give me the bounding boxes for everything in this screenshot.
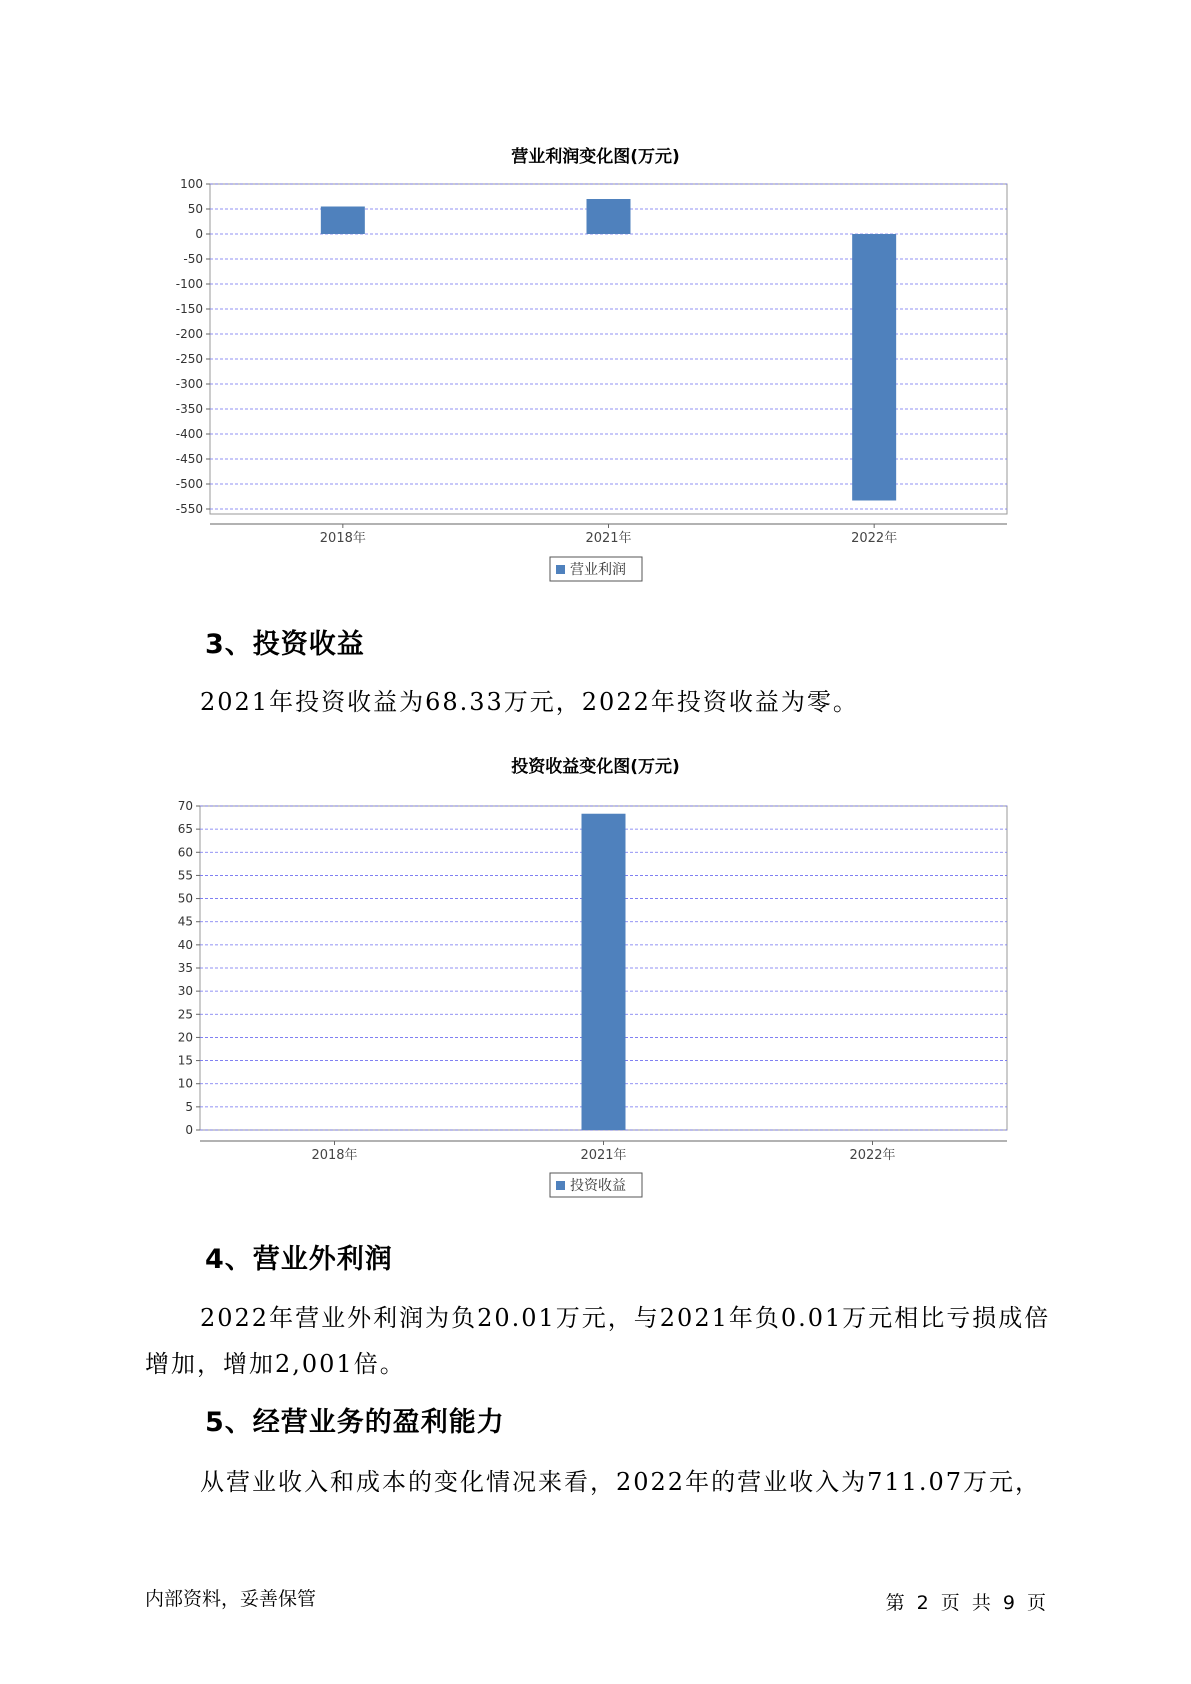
y-tick-label: 15 [177,1053,193,1068]
x-tick-label: 2021年 [585,531,632,546]
y-tick-label: 55 [177,868,193,883]
y-tick-label: 0 [185,1123,193,1137]
y-tick-label: -550 [175,502,203,516]
section3-text: 2021年投资收益为68.33万元，2022年投资收益为零。 [200,688,859,716]
legend-label: 营业利润 [570,562,626,578]
y-tick-label: -250 [175,352,203,366]
y-tick-label: -100 [175,277,203,291]
y-tick-label: 65 [177,822,193,837]
bar-2021年 [582,814,626,1130]
x-tick-label: 2018年 [319,531,366,546]
y-tick-label: -400 [175,427,203,441]
section4-heading: 4、营业外利润 [205,1244,393,1275]
y-tick-label: 40 [177,937,193,952]
y-tick-label: 30 [177,984,193,999]
x-tick-label: 2018年 [311,1148,358,1163]
y-tick-label: 5 [185,1099,193,1114]
y-tick-label: -300 [175,377,203,391]
y-tick-label: -150 [175,302,203,316]
y-tick-label: -500 [175,477,203,491]
y-tick-label: 50 [187,202,203,216]
y-tick-label: -350 [175,402,203,416]
section5-heading: 5、经营业务的盈利能力 [205,1407,505,1438]
section4-line2: 增加，增加2,001倍。 [145,1350,406,1378]
y-tick-label: 100 [180,177,203,191]
x-tick-label: 2022年 [851,531,898,546]
footer-page-number: 第 2 页 共 9 页 [885,1592,1046,1614]
y-tick-label: -450 [175,452,203,466]
y-tick-label: -50 [183,252,203,266]
y-tick-label: 70 [177,799,193,813]
section3-heading: 3、投资收益 [205,629,365,660]
section5-text: 从营业收入和成本的变化情况来看，2022年的营业收入为711.07万元， [200,1468,1042,1496]
y-tick-label: -200 [175,327,203,341]
y-tick-label: 0 [195,227,203,241]
chart2-title: 投资收益变化图(万元) [511,757,680,777]
y-tick-label: 35 [177,961,193,975]
y-tick-label: 20 [177,1030,193,1045]
legend-swatch [556,1181,565,1190]
y-tick-label: 50 [177,891,193,906]
x-tick-label: 2022年 [849,1148,896,1163]
chart1-title: 营业利润变化图(万元) [511,147,680,167]
section4-line1: 2022年营业外利润为负20.01万元，与2021年负0.01万元相比亏损成倍 [200,1304,1051,1332]
y-tick-label: 10 [177,1076,193,1091]
x-tick-label: 2021年 [580,1148,627,1163]
footer-confidential: 内部资料，妥善保管 [145,1588,317,1610]
y-tick-label: 45 [177,914,193,929]
y-tick-label: 60 [177,845,193,860]
y-tick-label: 25 [177,1007,193,1022]
legend-label: 投资收益 [570,1178,626,1194]
